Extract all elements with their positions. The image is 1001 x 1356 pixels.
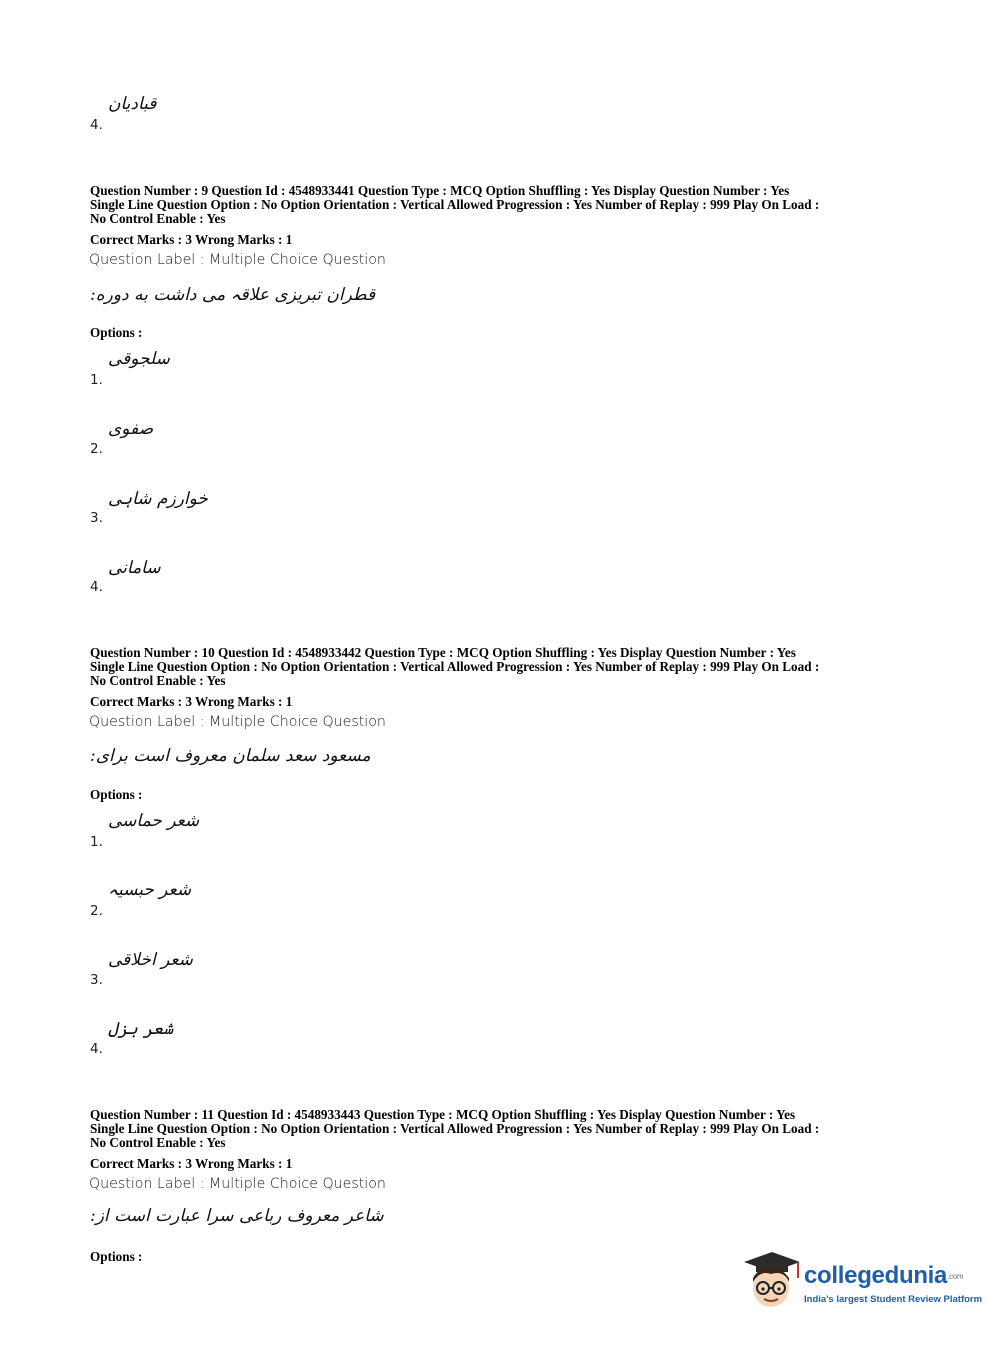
option-text: صفوی — [108, 419, 154, 439]
question-meta-line2: Single Line Question Option : No Option Orientation : Vertical Allowed Progression : Yes Number of Replay : 999 Play On Load : — [90, 197, 820, 212]
prev-option-number: 4. — [90, 117, 103, 133]
option-text: شعر حماسی — [108, 811, 200, 831]
options-heading: Options : — [90, 1249, 143, 1264]
question-meta-line2: Single Line Question Option : No Option Orientation : Vertical Allowed Progression : Yes Number of Replay : 999 Play On Load : — [90, 1121, 820, 1136]
option-number: 1. — [90, 834, 103, 850]
options-heading: Options : — [90, 325, 143, 340]
option-text: شعر اخلاقی — [108, 950, 193, 970]
question-label: Question Label : Multiple Choice Question — [89, 1176, 386, 1192]
option-number: 1. — [90, 372, 103, 388]
question-meta-line1: Question Number : 9 Question Id : 4548933441 Question Type : MCQ Option Shuffling : Yes Display Question Number : Yes — [90, 183, 790, 198]
mascot-icon — [740, 1248, 802, 1314]
option-number: 3. — [90, 510, 103, 526]
option-number: 4. — [90, 1041, 103, 1057]
option-text: خوارزم شاہی — [108, 489, 208, 509]
question-meta-line2: Single Line Question Option : No Option Orientation : Vertical Allowed Progression : Yes Number of Replay : 999 Play On Load : — [90, 659, 820, 674]
question-marks: Correct Marks : 3 Wrong Marks : 1 — [90, 1156, 293, 1171]
options-heading: Options : — [90, 787, 143, 802]
question-meta-line3: No Control Enable : Yes — [90, 673, 226, 688]
prev-option-text: قبادیان — [108, 94, 157, 114]
option-text: شعر ہزل — [108, 1019, 174, 1039]
question-marks: Correct Marks : 3 Wrong Marks : 1 — [90, 694, 293, 709]
question-meta-line1: Question Number : 11 Question Id : 4548933443 Question Type : MCQ Option Shuffling : Yes Display Question Number : Yes — [90, 1107, 796, 1122]
brand-suffix: .com — [947, 1272, 964, 1282]
question-meta-line3: No Control Enable : Yes — [90, 1135, 226, 1150]
collegedunia-logo — [740, 1248, 983, 1318]
brand-tagline: India's largest Student Review Platform — [804, 1294, 983, 1305]
question-meta-line1: Question Number : 10 Question Id : 4548933442 Question Type : MCQ Option Shuffling : Yes Display Question Number : Yes — [90, 645, 796, 660]
question-marks: Correct Marks : 3 Wrong Marks : 1 — [90, 232, 293, 247]
option-number: 2. — [90, 441, 103, 457]
question-text: شاعر معروف رباعی سرا عبارت است از: — [90, 1206, 384, 1226]
option-text: شعر حبسیہ — [108, 880, 192, 900]
question-meta-line3: No Control Enable : Yes — [90, 211, 226, 226]
option-text: سلجوقی — [108, 349, 170, 369]
option-number: 2. — [90, 903, 103, 919]
brand-name: collegedunia.com — [804, 1262, 964, 1289]
option-number: 4. — [90, 579, 103, 595]
option-number: 3. — [90, 972, 103, 988]
question-text: مسعود سعد سلمان معروف است برای: — [90, 746, 371, 766]
question-text: قطران تبریزی علاقہ می داشت به دوره: — [90, 285, 376, 305]
question-label: Question Label : Multiple Choice Question — [89, 714, 386, 730]
option-text: سامانی — [108, 558, 161, 578]
question-label: Question Label : Multiple Choice Question — [89, 252, 386, 268]
